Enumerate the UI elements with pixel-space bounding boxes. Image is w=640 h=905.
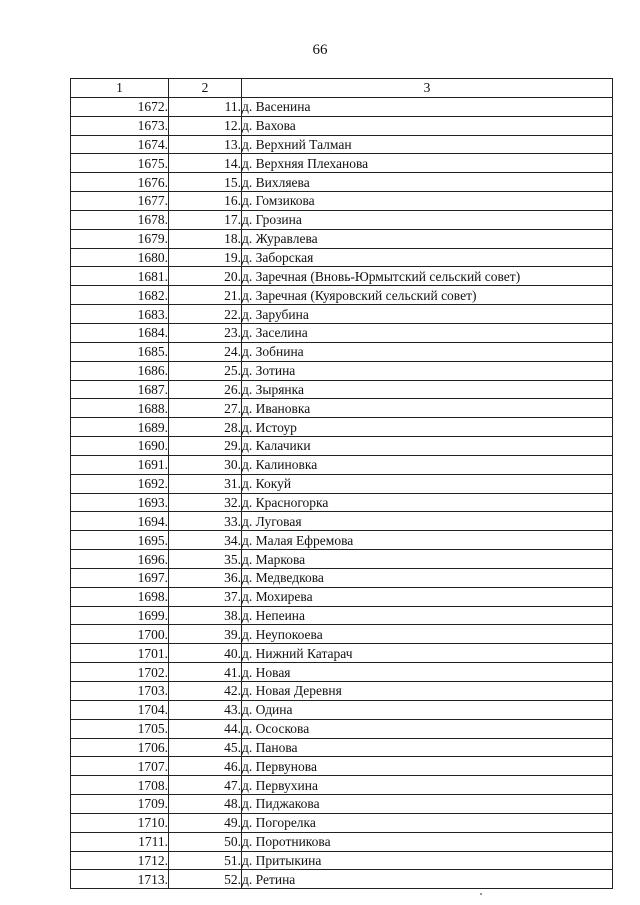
table-row <box>71 380 613 399</box>
table-row <box>71 531 613 550</box>
row-local-number: 25. <box>169 361 242 380</box>
table-row <box>71 418 613 437</box>
row-settlement-name: д. Калиновка <box>242 455 613 474</box>
row-overall-number: 1704. <box>71 700 169 719</box>
row-settlement-name: д. Верхний Талман <box>242 135 613 154</box>
table-row <box>71 795 613 814</box>
row-local-number: 13. <box>169 135 242 154</box>
row-settlement-name: д. Вахова <box>242 116 613 135</box>
row-local-number: 19. <box>169 248 242 267</box>
row-local-number: 38. <box>169 606 242 625</box>
row-overall-number: 1680. <box>71 248 169 267</box>
row-settlement-name: д. Маркова <box>242 550 613 569</box>
row-settlement-name: д. Заречная (Вновь-Юрмытский сельский совет) <box>242 267 613 286</box>
row-overall-number: 1709. <box>71 795 169 814</box>
table-row <box>71 229 613 248</box>
table-row <box>71 97 613 116</box>
row-local-number: 43. <box>169 700 242 719</box>
table-row <box>71 644 613 663</box>
table-row <box>71 700 613 719</box>
table-row <box>71 437 613 456</box>
table-row <box>71 192 613 211</box>
table-row <box>71 606 613 625</box>
row-settlement-name: д. Заборская <box>242 248 613 267</box>
table-body <box>71 97 613 888</box>
row-local-number: 18. <box>169 229 242 248</box>
row-overall-number: 1702. <box>71 663 169 682</box>
row-local-number: 50. <box>169 832 242 851</box>
row-overall-number: 1685. <box>71 342 169 361</box>
row-settlement-name: д. Одина <box>242 700 613 719</box>
row-local-number: 42. <box>169 682 242 701</box>
table-row <box>71 154 613 173</box>
row-local-number: 11. <box>169 97 242 116</box>
row-settlement-name: д. Грозина <box>242 210 613 229</box>
row-settlement-name: д. Журавлева <box>242 229 613 248</box>
table-row <box>71 173 613 192</box>
row-settlement-name: д. Поротникова <box>242 832 613 851</box>
row-overall-number: 1690. <box>71 437 169 456</box>
row-overall-number: 1672. <box>71 97 169 116</box>
table-row <box>71 286 613 305</box>
row-overall-number: 1713. <box>71 870 169 889</box>
row-settlement-name: д. Первухина <box>242 776 613 795</box>
row-local-number: 52. <box>169 870 242 889</box>
row-settlement-name: д. Калачики <box>242 437 613 456</box>
row-overall-number: 1678. <box>71 210 169 229</box>
table-row <box>71 776 613 795</box>
row-local-number: 24. <box>169 342 242 361</box>
table-header-row <box>71 79 613 98</box>
row-local-number: 40. <box>169 644 242 663</box>
row-overall-number: 1679. <box>71 229 169 248</box>
row-local-number: 22. <box>169 305 242 324</box>
table-row <box>71 342 613 361</box>
row-settlement-name: д. Медведкова <box>242 568 613 587</box>
table-row <box>71 719 613 738</box>
row-overall-number: 1683. <box>71 305 169 324</box>
row-local-number: 30. <box>169 455 242 474</box>
row-settlement-name: д. Зырянка <box>242 380 613 399</box>
table-row <box>71 550 613 569</box>
row-local-number: 26. <box>169 380 242 399</box>
row-overall-number: 1703. <box>71 682 169 701</box>
table-row <box>71 813 613 832</box>
row-overall-number: 1677. <box>71 192 169 211</box>
table-row <box>71 361 613 380</box>
row-local-number: 29. <box>169 437 242 456</box>
row-local-number: 47. <box>169 776 242 795</box>
row-settlement-name: д. Васенина <box>242 97 613 116</box>
row-local-number: 46. <box>169 757 242 776</box>
row-local-number: 31. <box>169 474 242 493</box>
row-overall-number: 1691. <box>71 455 169 474</box>
column-header-3: 3 <box>242 79 613 98</box>
row-settlement-name: д. Новая <box>242 663 613 682</box>
row-settlement-name: д. Кокуй <box>242 474 613 493</box>
row-local-number: 33. <box>169 512 242 531</box>
page-number: 66 <box>312 42 328 58</box>
row-settlement-name: д. Панова <box>242 738 613 757</box>
column-header-1: 1 <box>71 79 169 98</box>
table-row <box>71 135 613 154</box>
row-local-number: 51. <box>169 851 242 870</box>
row-settlement-name: д. Истоур <box>242 418 613 437</box>
table-row <box>71 399 613 418</box>
row-overall-number: 1687. <box>71 380 169 399</box>
row-local-number: 35. <box>169 550 242 569</box>
row-overall-number: 1676. <box>71 173 169 192</box>
row-overall-number: 1701. <box>71 644 169 663</box>
row-overall-number: 1692. <box>71 474 169 493</box>
row-settlement-name: д. Малая Ефремова <box>242 531 613 550</box>
row-settlement-name: д. Первунова <box>242 757 613 776</box>
row-local-number: 34. <box>169 531 242 550</box>
row-overall-number: 1694. <box>71 512 169 531</box>
row-settlement-name: д. Мохирева <box>242 587 613 606</box>
row-local-number: 32. <box>169 493 242 512</box>
row-overall-number: 1711. <box>71 832 169 851</box>
row-settlement-name: д. Ивановка <box>242 399 613 418</box>
row-local-number: 39. <box>169 625 242 644</box>
column-header-2: 2 <box>169 79 242 98</box>
table-row <box>71 323 613 342</box>
row-overall-number: 1707. <box>71 757 169 776</box>
row-overall-number: 1697. <box>71 568 169 587</box>
row-local-number: 41. <box>169 663 242 682</box>
row-overall-number: 1689. <box>71 418 169 437</box>
row-settlement-name: д. Ретина <box>242 870 613 889</box>
table-row <box>71 757 613 776</box>
row-overall-number: 1699. <box>71 606 169 625</box>
row-settlement-name: д. Притыкина <box>242 851 613 870</box>
table-row <box>71 870 613 889</box>
row-overall-number: 1684. <box>71 323 169 342</box>
table-row <box>71 738 613 757</box>
row-overall-number: 1675. <box>71 154 169 173</box>
row-overall-number: 1674. <box>71 135 169 154</box>
table-row <box>71 248 613 267</box>
row-overall-number: 1710. <box>71 813 169 832</box>
table-row <box>71 663 613 682</box>
table-row <box>71 474 613 493</box>
row-overall-number: 1700. <box>71 625 169 644</box>
table-row <box>71 455 613 474</box>
table-row <box>71 851 613 870</box>
row-overall-number: 1693. <box>71 493 169 512</box>
table-row <box>71 568 613 587</box>
row-local-number: 45. <box>169 738 242 757</box>
row-settlement-name: д. Верхняя Плеханова <box>242 154 613 173</box>
row-local-number: 20. <box>169 267 242 286</box>
table-row <box>71 210 613 229</box>
row-settlement-name: д. Заселина <box>242 323 613 342</box>
row-local-number: 23. <box>169 323 242 342</box>
row-settlement-name: д. Зотина <box>242 361 613 380</box>
row-overall-number: 1688. <box>71 399 169 418</box>
row-overall-number: 1695. <box>71 531 169 550</box>
table-row <box>71 587 613 606</box>
row-overall-number: 1696. <box>71 550 169 569</box>
row-overall-number: 1708. <box>71 776 169 795</box>
table-row <box>71 512 613 531</box>
row-overall-number: 1712. <box>71 851 169 870</box>
row-overall-number: 1706. <box>71 738 169 757</box>
row-local-number: 16. <box>169 192 242 211</box>
row-settlement-name: д. Погорелка <box>242 813 613 832</box>
settlements-table <box>70 78 613 889</box>
row-overall-number: 1681. <box>71 267 169 286</box>
row-settlement-name: д. Зарубина <box>242 305 613 324</box>
row-local-number: 27. <box>169 399 242 418</box>
row-settlement-name: д. Красногорка <box>242 493 613 512</box>
row-settlement-name: д. Неупокоева <box>242 625 613 644</box>
row-settlement-name: д. Пиджакова <box>242 795 613 814</box>
row-local-number: 44. <box>169 719 242 738</box>
row-overall-number: 1673. <box>71 116 169 135</box>
row-settlement-name: д. Непеина <box>242 606 613 625</box>
row-local-number: 15. <box>169 173 242 192</box>
row-overall-number: 1686. <box>71 361 169 380</box>
row-settlement-name: д. Заречная (Куяровский сельский совет) <box>242 286 613 305</box>
row-local-number: 17. <box>169 210 242 229</box>
row-settlement-name: д. Зобнина <box>242 342 613 361</box>
table-row <box>71 682 613 701</box>
row-settlement-name: д. Нижний Катарач <box>242 644 613 663</box>
row-overall-number: 1682. <box>71 286 169 305</box>
table-row <box>71 625 613 644</box>
row-local-number: 37. <box>169 587 242 606</box>
table-row <box>71 116 613 135</box>
table-row <box>71 832 613 851</box>
row-overall-number: 1705. <box>71 719 169 738</box>
row-local-number: 28. <box>169 418 242 437</box>
row-settlement-name: д. Вихляева <box>242 173 613 192</box>
row-local-number: 21. <box>169 286 242 305</box>
row-settlement-name: д. Гомзикова <box>242 192 613 211</box>
row-overall-number: 1698. <box>71 587 169 606</box>
row-settlement-name: д. Новая Деревня <box>242 682 613 701</box>
row-local-number: 48. <box>169 795 242 814</box>
row-local-number: 14. <box>169 154 242 173</box>
table-row <box>71 305 613 324</box>
row-local-number: 36. <box>169 568 242 587</box>
table-row <box>71 493 613 512</box>
table-row <box>71 267 613 286</box>
row-settlement-name: д. Луговая <box>242 512 613 531</box>
scan-speck <box>480 893 482 895</box>
row-settlement-name: д. Ососкова <box>242 719 613 738</box>
row-local-number: 12. <box>169 116 242 135</box>
row-local-number: 49. <box>169 813 242 832</box>
